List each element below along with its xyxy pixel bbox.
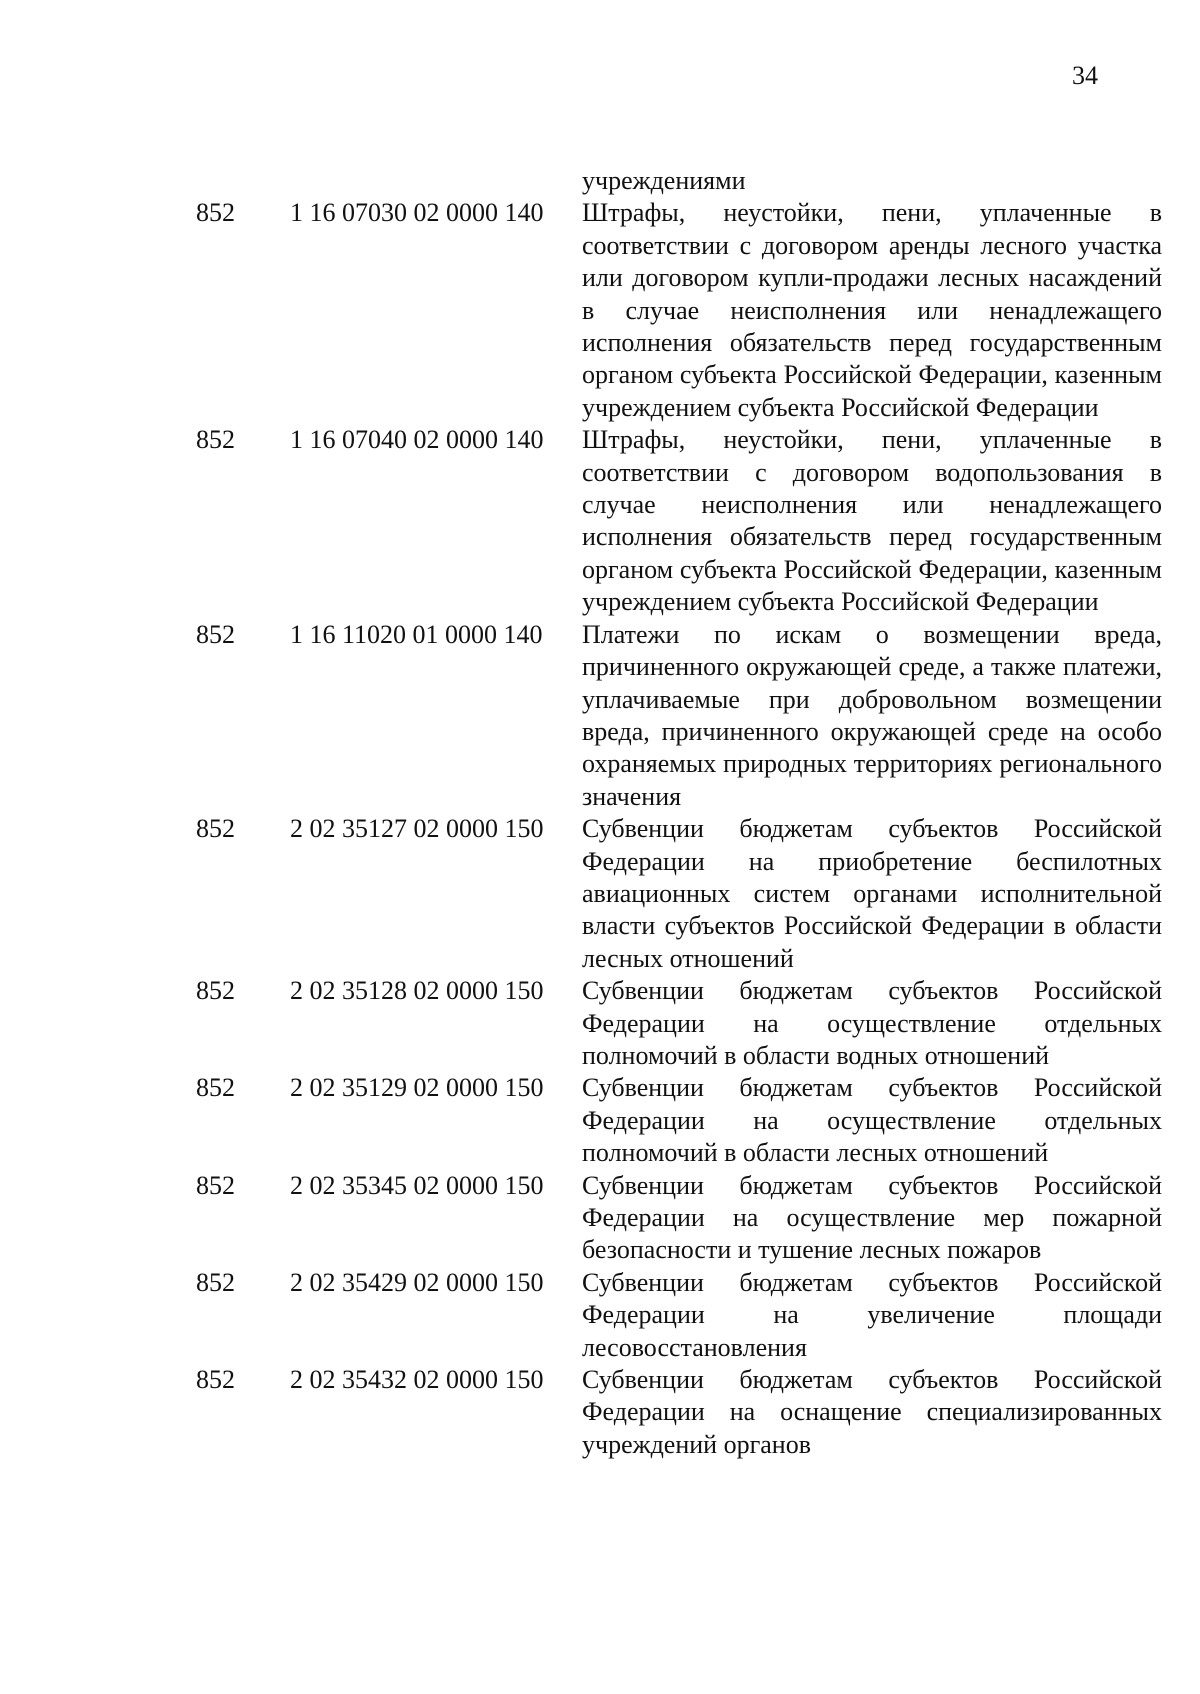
row-revenue-code: 2 02 35129 02 0000 150	[290, 1073, 544, 1103]
table-row	[0, 619, 1200, 813]
row-name: Субвенции бюджетам субъектов Российской Федерации на приобретение беспилотных авиационных систем органами исполнительной власти субъектов Российской Федерации в области лесных отношений	[582, 814, 1162, 973]
row-name: Субвенции бюджетам субъектов Российской Федерации на осуществление отдельных полномочий в области лесных отношений	[582, 1073, 1162, 1168]
table-row-continuation	[0, 165, 1200, 197]
row-admin-code: 852	[196, 1073, 235, 1103]
row-name: Субвенции бюджетам субъектов Российской Федерации на осуществление отдельных полномочий в области водных отношений	[582, 976, 1162, 1070]
row-name: учреждениями	[582, 166, 746, 195]
table-row	[0, 1170, 1200, 1267]
table-row	[0, 813, 1200, 975]
row-revenue-code: 1 16 07040 02 0000 140	[290, 425, 544, 455]
table-row	[0, 975, 1200, 1072]
table-row	[0, 1267, 1200, 1364]
row-revenue-code: 2 02 35345 02 0000 150	[290, 1170, 544, 1200]
table-row	[0, 197, 1200, 424]
row-name: Субвенции бюджетам субъектов Российской Федерации на осуществление мер пожарной безопасности и тушение лесных пожаров	[582, 1170, 1162, 1265]
row-name: Субвенции бюджетам субъектов Российской Федерации на оснащение специализированных учреждений органов	[582, 1365, 1162, 1459]
row-revenue-code: 1 16 11020 01 0000 140	[290, 619, 543, 649]
row-name: Штрафы, неустойки, пени, уплаченные в соответствии с договором водопользования в случае неисполнения или ненадлежащего исполнения обязательств перед государственным органом субъекта Российской Федерации, казенным учреждением субъекта Российской Федерации	[582, 425, 1162, 617]
row-admin-code: 852	[196, 198, 235, 228]
row-admin-code: 852	[196, 619, 235, 649]
row-revenue-code: 2 02 35432 02 0000 150	[290, 1365, 544, 1395]
row-admin-code: 852	[196, 1365, 235, 1395]
row-revenue-code: 2 02 35127 02 0000 150	[290, 814, 544, 844]
row-admin-code: 852	[196, 814, 235, 844]
row-revenue-code: 2 02 35128 02 0000 150	[290, 976, 544, 1006]
row-name: Платежи по искам о возмещении вреда, причиненного окружающей среде, а также платежи, уплачиваемые при добровольном возмещении вреда, причиненного окружающей среде на особо охраняемых природных территориях регионального значения	[582, 619, 1162, 811]
table-row	[0, 1364, 1200, 1461]
row-name: Субвенции бюджетам субъектов Российской Федерации на увеличение площади лесовосстановления	[582, 1267, 1162, 1362]
row-admin-code: 852	[196, 976, 235, 1006]
table-row	[0, 424, 1200, 618]
row-admin-code: 852	[196, 1267, 235, 1297]
revenue-code-table	[0, 165, 1200, 1461]
row-revenue-code: 2 02 35429 02 0000 150	[290, 1267, 544, 1297]
row-admin-code: 852	[196, 1170, 235, 1200]
row-revenue-code: 1 16 07030 02 0000 140	[290, 198, 544, 228]
page-number: 34	[1072, 61, 1098, 90]
row-name: Штрафы, неустойки, пени, уплаченные в соответствии с договором аренды лесного участка или договором купли-продажи лесных насаждений в случае неисполнения или ненадлежащего исполнения обязательств перед государственным органом субъекта Российской Федерации, казенным учреждением субъекта Российской Федерации	[582, 198, 1162, 422]
row-admin-code: 852	[196, 425, 235, 455]
table-row	[0, 1072, 1200, 1169]
